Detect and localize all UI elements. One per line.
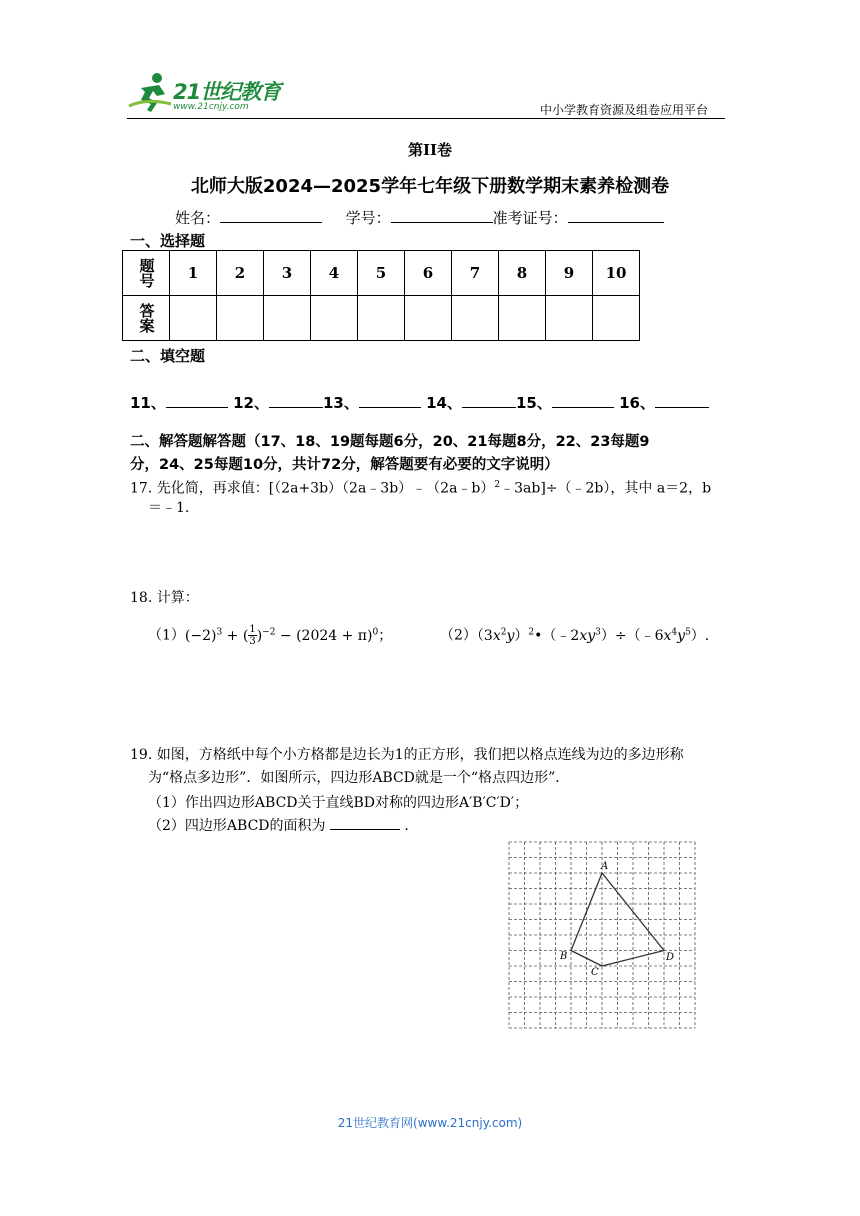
id-label: 学号： [345, 209, 391, 227]
question-18 [130, 587, 199, 609]
logo [127, 70, 297, 115]
point-c-label: C [591, 967, 599, 978]
item-16: 16、 [619, 394, 655, 412]
answer-cell-3[interactable] [264, 296, 311, 341]
name-label: 姓名： [175, 209, 221, 227]
answer-table [122, 250, 640, 341]
q18-part1-label: （1） [148, 627, 185, 644]
q17-number: 17. [130, 480, 153, 497]
id-field[interactable] [391, 208, 493, 223]
header-rule [127, 118, 725, 119]
answer-cell-9[interactable] [546, 296, 593, 341]
row-label-answer: 答案 [123, 296, 170, 341]
table-row [123, 296, 640, 341]
logo-main: 21世纪教育 [173, 80, 281, 104]
col-4: 4 [311, 251, 358, 296]
grid-figure [508, 841, 696, 1029]
answer-cell-7[interactable] [452, 296, 499, 341]
col-6: 6 [405, 251, 452, 296]
q18-part1 [148, 621, 392, 647]
area-answer-blank[interactable] [330, 815, 400, 830]
section3-heading-line2: 分，24、25每题10分，共计72分，解答题要有必要的文字说明） [130, 457, 559, 473]
question-17 [130, 474, 740, 500]
section3-heading-line1: 二、解答题解答题（17、18、19题每题6分，20、21每题8分，22、23每题9 [130, 434, 650, 450]
answer-cell-1[interactable] [170, 296, 217, 341]
table-row [123, 251, 640, 296]
fill-blank-row [130, 392, 709, 413]
q18-expr1: $(-2)^3$ + ( $\frac{1}{3}$ )$^{-2} - (2024 + \pi)^0$； [184, 624, 393, 648]
row-label-number: 题号 [123, 251, 170, 296]
section1-heading: 一、选择题 [130, 232, 206, 250]
footer-link[interactable]: 21世纪教育网(www.21cnjy.com) [337, 1116, 523, 1130]
name-field[interactable] [220, 208, 322, 223]
col-10: 10 [593, 251, 640, 296]
exam-label: 准考证号： [492, 209, 568, 227]
col-1: 1 [170, 251, 217, 296]
q17-text-a: 先化简，再求值：[（2a+3b）（2a﹣3b）﹣（2a﹣b） [156, 480, 495, 497]
blank-11[interactable] [166, 393, 228, 408]
blank-14[interactable] [462, 393, 516, 408]
q19-part1: （1）作出四边形ABCD关于直线BD对称的四边形A′B′C′D′； [148, 795, 529, 811]
question-19 [130, 744, 750, 766]
volume-title: 第II卷 [407, 141, 453, 159]
answer-cell-2[interactable] [217, 296, 264, 341]
q17-text-b: ﹣3ab]÷（﹣2b），其中 a＝2，b [500, 480, 712, 497]
runner-icon [127, 70, 177, 115]
q17-sup: 2 [494, 480, 501, 490]
q18-intro: 计算： [156, 590, 199, 606]
col-8: 8 [499, 251, 546, 296]
item-12: 12、 [233, 394, 269, 412]
q19-part2 [148, 815, 418, 837]
q19-part2-suffix: ． [404, 818, 419, 834]
q19-line2: 为“格点多边形”．如图所示，四边形ABCD就是一个“格点四边形”． [148, 770, 570, 786]
paper-title: 北师大版2024—2025学年七年级下册数学期末素养检测卷 [190, 176, 670, 197]
blank-13[interactable] [359, 393, 421, 408]
col-7: 7 [452, 251, 499, 296]
q19-line1: 如图，方格纸中每个小方格都是边长为1的正方形，我们把以格点连线为边的多边形称 [156, 747, 684, 763]
q17-text-c: ＝﹣1. [148, 500, 190, 516]
col-3: 3 [264, 251, 311, 296]
point-d-label: D [666, 952, 675, 963]
col-5: 5 [358, 251, 405, 296]
point-a-label: A [601, 861, 609, 872]
item-15: 15、 [515, 394, 552, 412]
q18-expr2: $(3x^2y)^2•(﹣2xy^3)\div(﹣6x^4y^5)$. [476, 627, 710, 644]
item-14: 14、 [426, 394, 462, 412]
answer-cell-4[interactable] [311, 296, 358, 341]
blank-12[interactable] [269, 393, 323, 408]
student-info [175, 207, 664, 228]
answer-cell-6[interactable] [405, 296, 452, 341]
point-b-label: B [560, 951, 568, 962]
platform-name: 中小学教育资源及组卷应用平台 [540, 103, 709, 117]
blank-15[interactable] [552, 393, 614, 408]
logo-sub: www.21cnjy.com [173, 102, 249, 112]
blank-16[interactable] [655, 393, 709, 408]
item-13: 13、 [322, 394, 359, 412]
col-9: 9 [546, 251, 593, 296]
section2-heading: 二、填空题 [130, 347, 206, 365]
col-2: 2 [217, 251, 264, 296]
answer-cell-8[interactable] [499, 296, 546, 341]
q18-part2 [440, 621, 709, 647]
q19-number: 19. [130, 747, 153, 763]
q18-part2-label: （2） [440, 627, 477, 644]
q19-part2-prefix: （2）四边形ABCD的面积为 [148, 818, 326, 834]
answer-cell-5[interactable] [358, 296, 405, 341]
answer-cell-10[interactable] [593, 296, 640, 341]
exam-field[interactable] [568, 208, 664, 223]
item-11: 11、 [130, 394, 166, 412]
q18-number: 18. [130, 590, 153, 606]
